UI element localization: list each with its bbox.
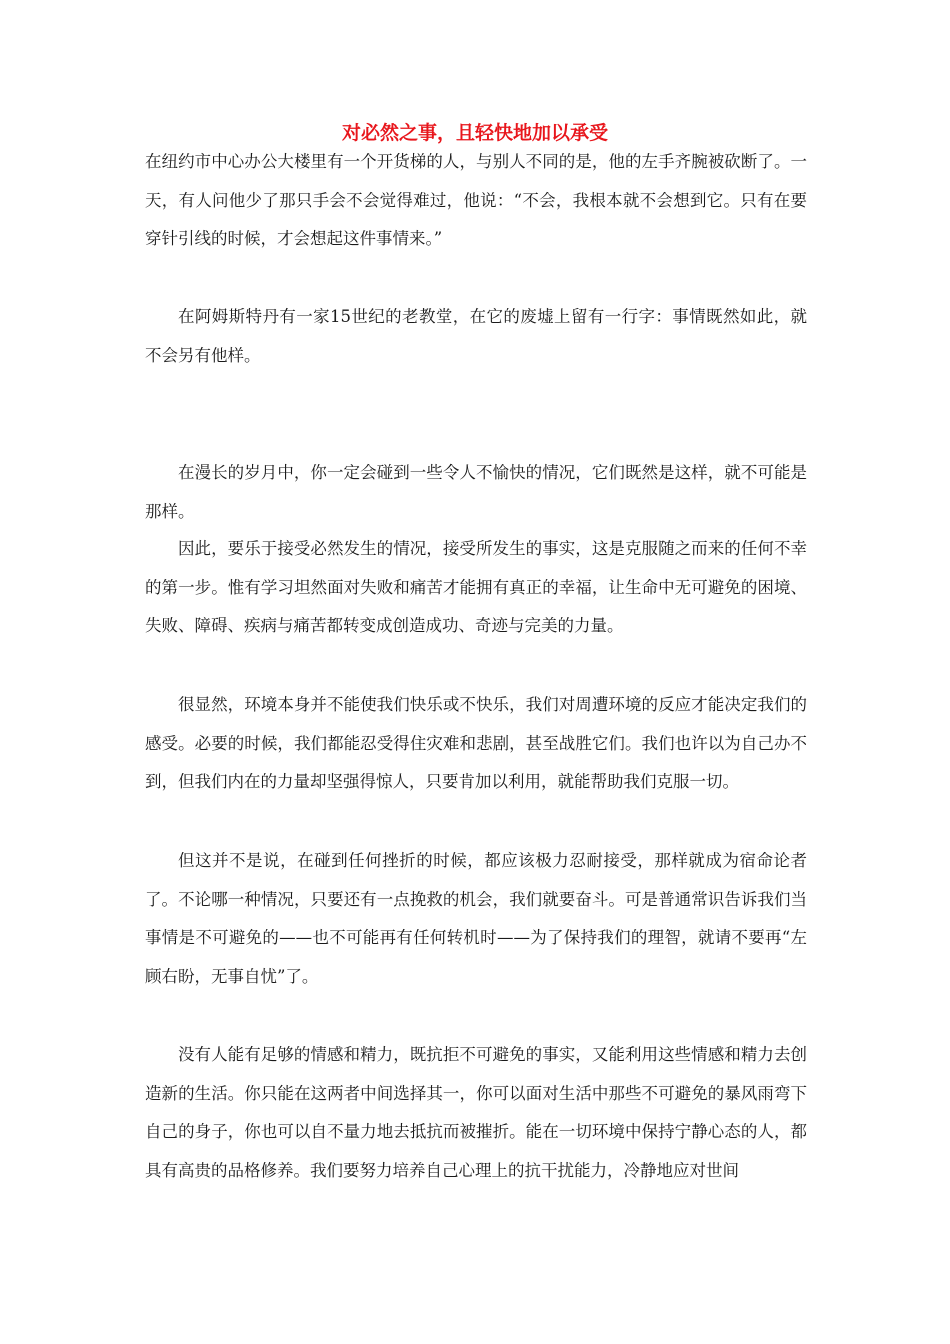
paragraph-3: 在漫长的岁月中，你一定会碰到一些令人不愉快的情况，它们既然是这样，就不可能是那样。: [145, 463, 807, 521]
paragraph-2: 在阿姆斯特丹有一家15世纪的老教堂，在它的废墟上留有一行字：事情既然如此，就不会另有他样。: [145, 307, 807, 365]
paragraph-5: 很显然，环境本身并不能使我们快乐或不快乐，我们对周遭环境的反应才能决定我们的感受。必要的时候，我们都能忍受得住灾难和悲剧，甚至战胜它们。我们也许以为自己办不到，但我们内在的力量却坚强得惊人，只要肯加以利用，就能帮助我们克服一切。: [145, 695, 807, 791]
paragraph-7: 没有人能有足够的情感和精力，既抗拒不可避免的事实，又能利用这些情感和精力去创造新的生活。你只能在这两者中间选择其一，你可以面对生活中那些不可避免的暴风雨弯下自己的身子，你也可以自不量力地去抵抗而被摧折。能在一切环境中保持宁静心态的人，都具有高贵的品格修养。我们要努力培养自己心理上的抗干扰能力，冷静地应对世间: [145, 1045, 807, 1180]
paragraph-4: 因此，要乐于接受必然发生的情况，接受所发生的事实，这是克服随之而来的任何不幸的第一步。惟有学习坦然面对失败和痛苦才能拥有真正的幸福，让生命中无可避免的困境、失败、障碍、疾病与痛苦都转变成创造成功、奇迹与完美的力量。: [145, 539, 807, 635]
document-title: 对必然之事，且轻快地加以承受: [341, 122, 608, 144]
paragraph-6: 但这并不是说，在碰到任何挫折的时候，都应该极力忍耐接受，那样就成为宿命论者了。不论哪一种情况，只要还有一点挽救的机会，我们就要奋斗。可是普通常识告诉我们当事情是不可避免的——也不可能再有任何转机时——为了保持我们的理智，就请不要再“左顾右盼，无事自忧”了。: [145, 851, 807, 986]
paragraph-1: 在纽约市中心办公大楼里有一个开货梯的人，与别人不同的是，他的左手齐腕被砍断了。一天，有人问他少了那只手会不会觉得难过，他说：“不会，我根本就不会想到它。只有在要穿针引线的时候，才会想起这件事情来。”: [145, 152, 807, 248]
